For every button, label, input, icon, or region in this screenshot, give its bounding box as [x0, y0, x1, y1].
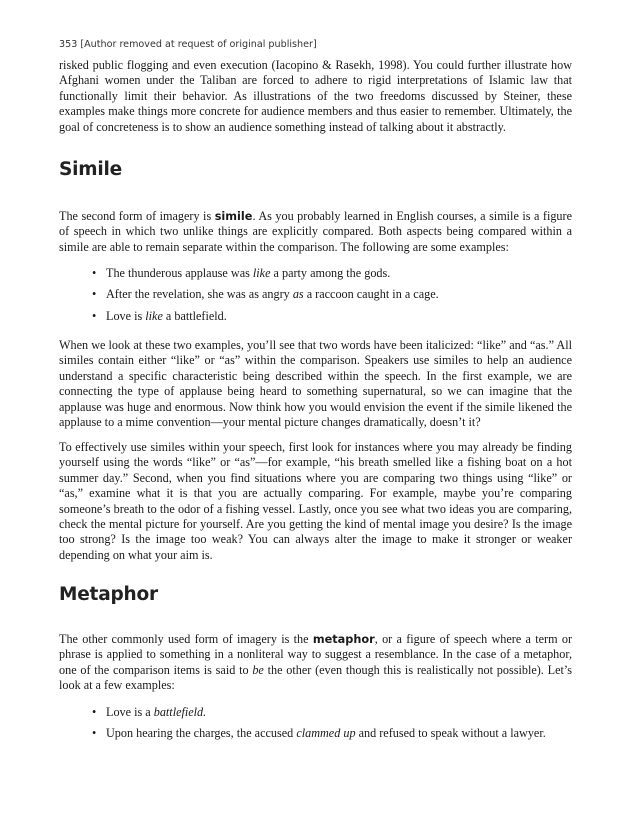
- metaphor-p1-before: The other commonly used form of imagery is the: [59, 632, 313, 646]
- simile-examples-list: [92, 266, 572, 324]
- intro-paragraph: risked public flogging and even execution (Iacopino & Rasekh, 1998). You could further illustrate how Afghani women under the Taliban are forced to adhere to rigid interpretations of Islamic law that functionally limit their behavior. As illustrations of the two freedoms discussed by Steiner, these examples make things more concrete for audience members and thus easier to remember. Ultimately, the goal of concreteness is to show an audience something instead of talking about it abstractly.: [59, 58, 572, 134]
- metaphor-heading-text: Metaphor: [59, 584, 158, 605]
- simile-heading: [59, 159, 122, 180]
- simile-paragraph-2: When we look at these two examples, you’ll see that two words have been italicized: “like” and “as.” All similes contain either “like” or “as” within the comparison. Speakers use similes to help an audience understand a specific characteristic being described within the speech. In the first example, we are connecting the type of applause being heard to something supernatural, so we can imagine that the applause was huge and enormous. Now think how you would envision the event if the simile likened the applause to a mime convention—your mental picture changes dramatically, doesn’t it?: [59, 338, 572, 430]
- simile-paragraph-1: [59, 209, 572, 255]
- list-item: • Love is like a battlefield.: [92, 309, 572, 324]
- simile-heading-text: Simile: [59, 159, 122, 180]
- running-head: 353 [Author removed at request of original publisher]: [59, 39, 317, 50]
- simile-paragraph-3: To effectively use similes within your speech, first look for instances where you may already be finding yourself using the words “like” or “as”—for example, “his breath smelled like a fishing boat on a hot summer day.” Second, when you find situations where you are comparing two things using “like” or “as,” examine what it is that you are actually comparing. For example, maybe you’re comparing someone’s breath to the odor of a fishing vessel. Lastly, once you see what two ideas you are comparing, check the mental picture for yourself. Are you getting the kind of mental image you desire? Is the image too strong? Is the image too weak? You can always alter the image to make it stronger or weaker depending on what your aim is.: [59, 440, 572, 562]
- list-item: • Upon hearing the charges, the accused clammed up and refused to speak without a lawyer.: [92, 726, 572, 741]
- metaphor-term: metaphor: [312, 633, 375, 646]
- metaphor-paragraph-1: [59, 632, 572, 694]
- simile-p1-after: . As you probably learned in English courses, a simile is a figure of speech in which two unlike things are explicitly compared. Both aspects being compared within a simile are able to remain separate within the comparison. The following are some examples:: [59, 209, 572, 254]
- simile-p1-before: The second form of imagery is: [59, 209, 215, 223]
- metaphor-p1-mid: , or a figure of speech where a term or phrase is applied to something in a nonliteral way to suggest a resemblance. In the case of a metaphor, one of the comparison items is said to: [59, 632, 573, 677]
- metaphor-p1-emph: be: [252, 662, 264, 677]
- list-item: • The thunderous applause was like a party among the gods.: [92, 266, 572, 281]
- metaphor-heading: [59, 584, 158, 605]
- list-item: • After the revelation, she was as angry as a raccoon caught in a cage.: [92, 287, 572, 302]
- metaphor-p1-after: the other (even though this is realistically not possible). Let’s look at a few examples:: [59, 662, 572, 693]
- simile-term: simile: [214, 210, 253, 223]
- list-item: • Love is a battlefield.: [92, 705, 572, 720]
- metaphor-examples-list: [92, 705, 572, 742]
